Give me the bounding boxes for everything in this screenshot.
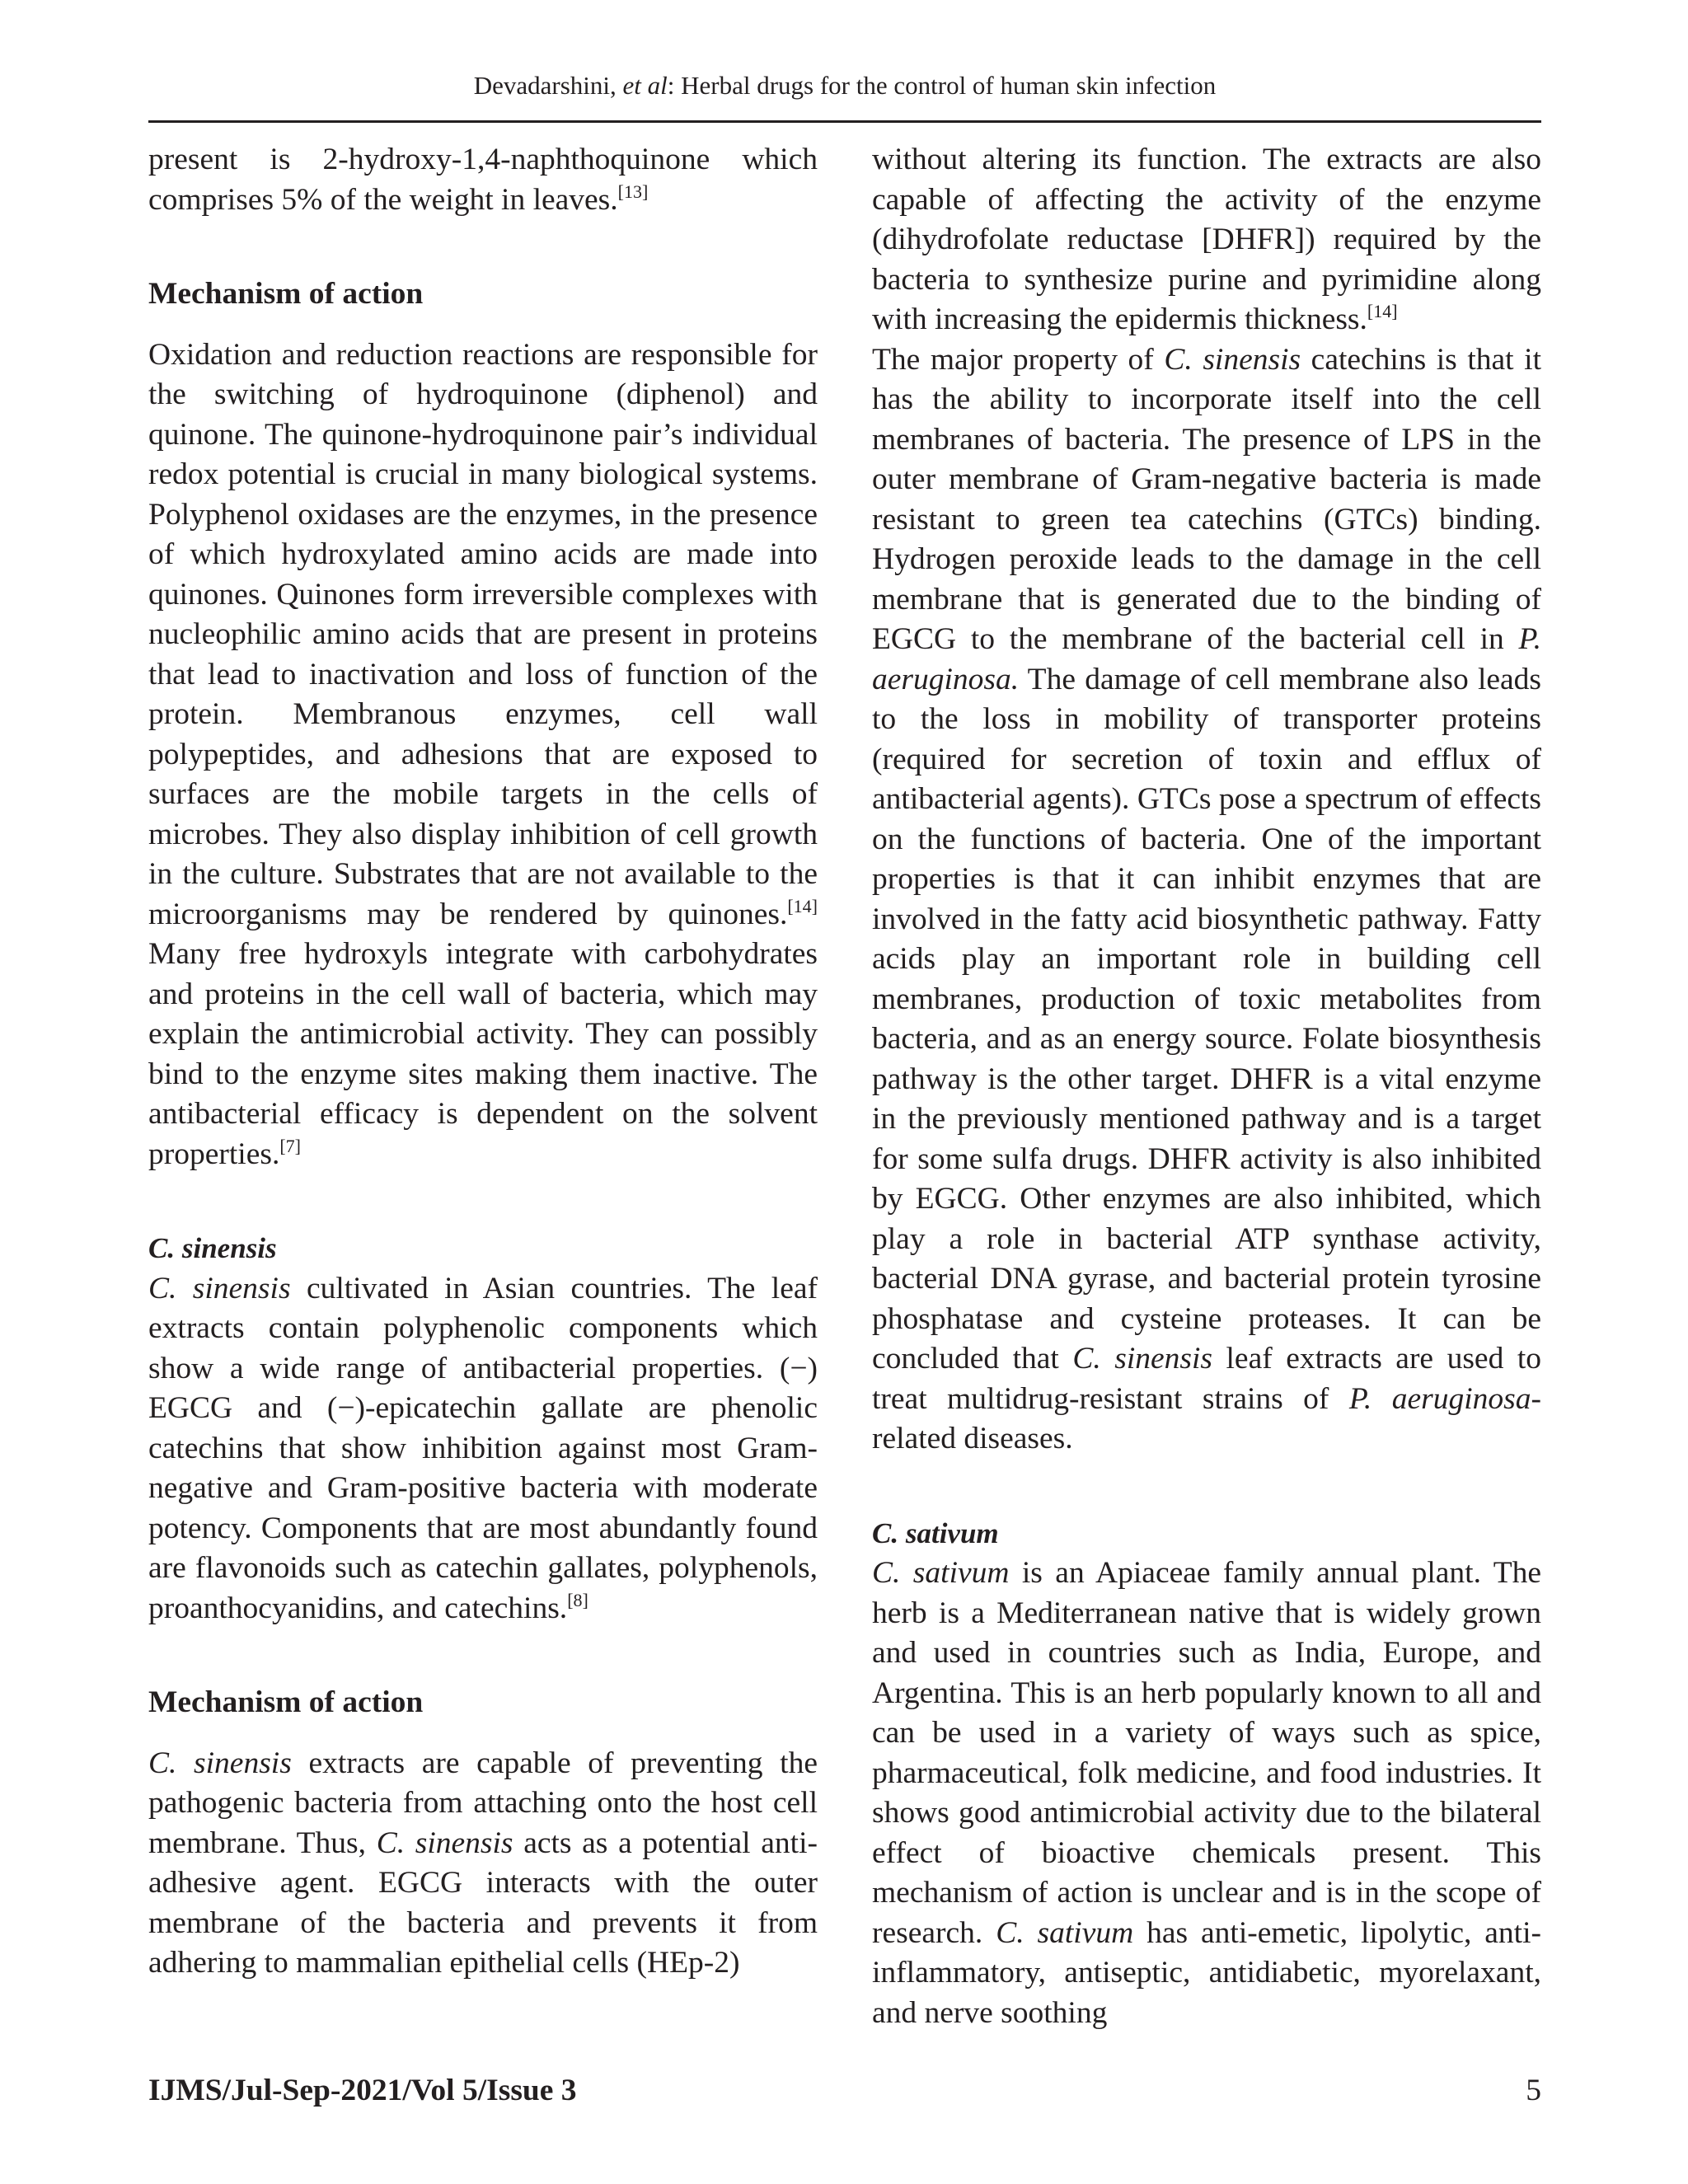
header-rule bbox=[148, 120, 1541, 123]
intro-text: present is 2-hydroxy-1,4-naphthoquinone which comprises 5% of the weight in leaves. bbox=[148, 143, 818, 217]
intro-paragraph bbox=[148, 140, 818, 220]
running-header bbox=[148, 69, 1541, 102]
citation: [13] bbox=[617, 180, 649, 202]
c-sinensis-paragraph bbox=[148, 1269, 818, 1629]
footer-journal: IJMS/Jul-Sep-2021/Vol 5/Issue 3 bbox=[148, 2074, 577, 2107]
header-etal: et al bbox=[622, 71, 668, 100]
continued-paragraph bbox=[872, 140, 1541, 340]
section-heading: Mechanism of action bbox=[148, 277, 424, 311]
species-name: C. sinensis bbox=[148, 1746, 292, 1780]
left-column bbox=[148, 140, 818, 1984]
mechanism-paragraph-2 bbox=[148, 1744, 818, 1984]
right-column bbox=[872, 140, 1541, 2033]
body-text: has anti-emetic, lipolytic, anti-inflammatory, antiseptic, antidiabetic, myorelaxant, and nerve soothing bbox=[872, 1915, 1541, 2030]
body-text: cultivated in Asian countries. The leaf extracts contain polyphenolic components which show a wide range of antibacterial properties. (−) EGCG and (−)-epicatechin gallate are phenolic catechins that show inhibition against most Gram-negative and Gram-positive bacteria with moderate potency. Components that are most abundantly found are flavonoids such as catechin gallates, polyphenols, proanthocyanidins, and catechins. bbox=[148, 1271, 818, 1625]
body-text: is an Apiaceae family annual plant. The herb is a Mediterranean native that is widely grown and used in countries such as India, Europe, and Argentina. This is an herb popularly known to all and can be used in a variety of ways such as spice, pharmaceutical, folk medicine, and food industries. It shows good antimicrobial activity due to the bilateral effect of bioactive chemicals present. This mechanism of action is unclear and is in the scope of research. bbox=[872, 1556, 1542, 1950]
body-text: The major property of bbox=[872, 342, 1165, 377]
body-text: catechins is that it has the ability to incorporate itself into the cell membranes of bacteria. The presence of LPS in the outer membrane of Gram-negative bacteria is made resistant to green tea catechins (GTCs) binding. Hydrogen peroxide leads to the damage in the cell membrane that is generated due to the binding of EGCG to the membrane of the bacterial cell in bbox=[872, 342, 1541, 656]
body-text: Oxidation and reduction reactions are responsible for the switching of hydroquinone (diphenol) and quinone. The quinone-hydroquinone pair’s individual redox potential is crucial in many biological systems. Polyphenol oxidases are the enzymes, in the presence of which hydroxylated amino acids are made into quinones. Quinones form irreversible complexes with nucleophilic amino acids that are present in proteins that lead to inactivation and loss of function of the protein. Membranous enzymes, cell wall polypeptides, and adhesions that are exposed to surfaces are the mobile targets in the cells of microbes. They also display inhibition of cell growth in the culture. Substrates that are not available to the microorganisms may be rendered by quinones. bbox=[148, 337, 818, 931]
body-text: acts as a potential anti-adhesive agent. EGCG interacts with the outer membrane of the bacteria and prevents it from adhering to mammalian epithelial cells (HEp-2) bbox=[148, 1825, 818, 1980]
section-heading: Mechanism of action bbox=[148, 1685, 424, 1719]
species-name: P. aeruginosa bbox=[1348, 1381, 1531, 1416]
subsection-heading-c-sativum: C. sativum bbox=[872, 1516, 999, 1549]
citation: [8] bbox=[567, 1589, 588, 1610]
species-name: C. sinensis bbox=[1072, 1342, 1212, 1376]
species-name: P. aeruginosa. bbox=[872, 622, 1541, 696]
species-name: C. sinensis bbox=[376, 1825, 513, 1860]
body-text: The damage of cell membrane also leads to the loss in mobility of transporter proteins (required for secretion of toxin and efflux of antibacterial agents). GTCs pose a spectrum of effects on the functions of bacteria. One of the important properties is that it can inhibit enzymes that are involved in the fatty acid biosynthetic pathway. Fatty acids play an important role in building cell membranes, production of toxic metabolites from bacteria, and as an energy source. Folate biosynthesis pathway is the other target. DHFR is a vital enzyme in the previously mentioned pathway and is a target for some sulfa drugs. DHFR activity is also inhibited by EGCG. Other enzymes are also inhibited, which play a role in bacterial ATP synthase activity, bacterial DNA gyrase, and bacterial protein tyrosine phosphatase and cysteine proteases. It can be concluded that bbox=[872, 662, 1541, 1376]
c-sativum-paragraph bbox=[872, 1554, 1541, 2033]
species-name: C. sinensis bbox=[1164, 342, 1301, 377]
species-name: C. sativum bbox=[996, 1915, 1134, 1950]
citation: [7] bbox=[279, 1135, 301, 1156]
header-title: : Herbal drugs for the control of human skin infection bbox=[667, 71, 1217, 100]
citation: [14] bbox=[787, 895, 818, 916]
body-text: -related diseases. bbox=[872, 1381, 1541, 1455]
citation: [14] bbox=[1367, 301, 1398, 321]
body-text: Many free hydroxyls integrate with carbohydrates and proteins in the cell wall of bacteria, which may explain the antimicrobial activity. They can possibly bind to the enzyme sites making them inactive. The antibacterial efficacy is dependent on the solvent properties. bbox=[148, 937, 818, 1171]
species-name: C. sinensis bbox=[148, 1271, 291, 1305]
body-text: leaf extracts are used to treat multidrug-resistant strains of bbox=[872, 1342, 1541, 1416]
body-text: extracts are capable of preventing the pathogenic bacteria from attaching onto the host cell membrane. Thus, bbox=[148, 1746, 818, 1860]
page-number: 5 bbox=[1526, 2074, 1541, 2107]
mechanism-paragraph bbox=[148, 335, 818, 1175]
subsection-heading-c-sinensis: C. sinensis bbox=[148, 1232, 277, 1264]
header-authors: Devadarshini, bbox=[473, 71, 617, 100]
catechins-paragraph bbox=[872, 340, 1541, 1460]
species-name: C. sativum bbox=[872, 1556, 1010, 1590]
body-text: without altering its function. The extracts are also capable of affecting the activity of the enzyme (dihydrofolate reductase [DHFR]) required by the bacteria to synthesize purine and pyrimidine along with increasing the epidermis thickness. bbox=[872, 143, 1541, 336]
